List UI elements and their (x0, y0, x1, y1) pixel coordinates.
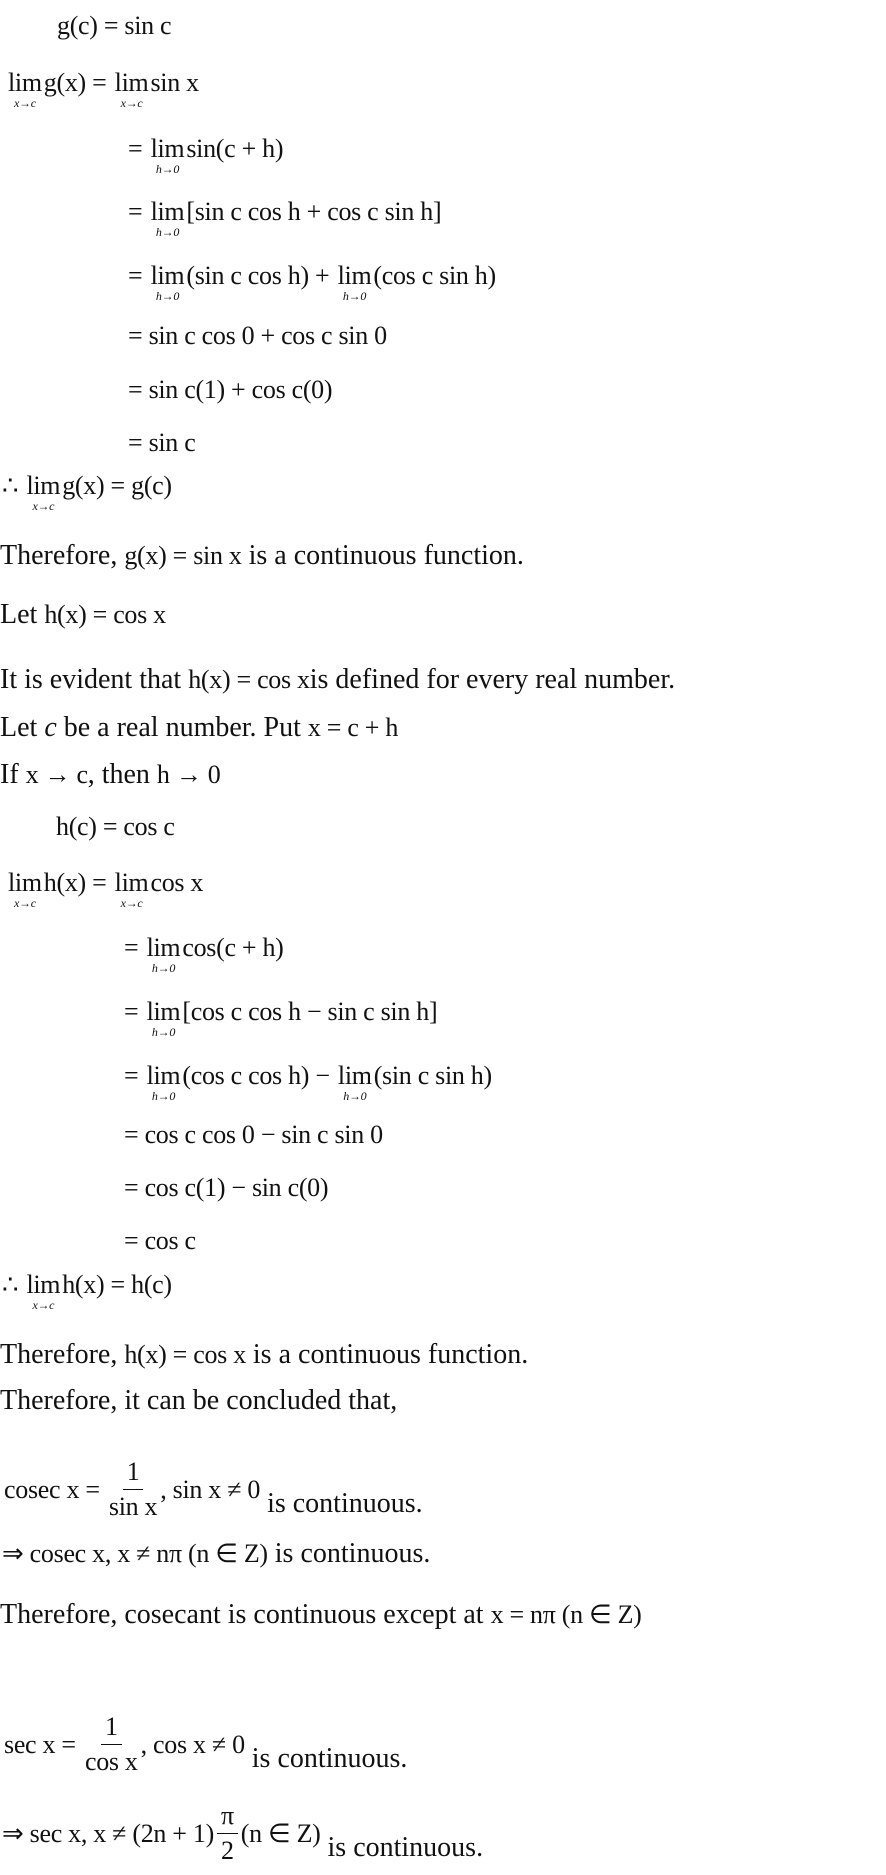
math-expression: = (124, 1061, 145, 1090)
math-expression: h(x) = (43, 868, 113, 897)
math-expression: x = c + h (307, 713, 399, 742)
math-expression: ∴ (2, 1270, 25, 1299)
lim-label: lim (146, 1061, 181, 1090)
limit-subscript: h→0 (151, 1089, 176, 1103)
limit-subscript: x→c (14, 96, 36, 110)
math-expression: = cos c cos 0 − sin c sin 0 (124, 1120, 383, 1149)
lim-label: lim (26, 1270, 61, 1299)
equation-line (128, 318, 387, 354)
math-variable: c (44, 712, 57, 743)
text-line (0, 710, 398, 746)
math-expression: = (128, 197, 149, 226)
prose-text: is continuous. (267, 1538, 431, 1569)
limit-operator (150, 197, 185, 239)
prose-text: Let (0, 599, 45, 630)
math-expression: = (128, 261, 149, 290)
math-expression: = (124, 997, 145, 1026)
equation-line (2, 468, 172, 513)
math-expression: (sin c cos h) + (186, 261, 336, 290)
math-expression: = cos c (124, 1226, 196, 1255)
equation-line (57, 8, 171, 44)
equation-line (6, 65, 199, 110)
limit-operator (114, 68, 149, 110)
math-expression: (sin c sin h) (373, 1061, 492, 1090)
limit-subscript: x→c (120, 896, 143, 910)
lim-label: lim (150, 197, 185, 226)
math-expression: (cos c sin h) (373, 261, 496, 290)
prose-text: is continuous. (244, 1742, 408, 1774)
equation-line (124, 1058, 492, 1103)
math-expression: cosec x = (4, 1474, 106, 1504)
limit-operator (8, 868, 42, 910)
lim-label: lim (146, 933, 181, 962)
lim-label: lim (114, 868, 149, 897)
math-expression: x → c (25, 760, 88, 789)
limit-subscript: h→0 (343, 1089, 367, 1103)
limit-operator (146, 997, 181, 1039)
equation-line (56, 809, 175, 845)
math-expression: [cos c cos h − sin c sin h] (182, 997, 438, 1026)
text-line (0, 1597, 642, 1633)
math-expression: = cos c(1) − sin c(0) (124, 1173, 329, 1202)
equation-line (2, 1799, 483, 1868)
math-expression: h(c) = cos c (56, 812, 175, 841)
math-expression: g(x) = (43, 68, 113, 97)
prose-text: is continuous. (260, 1487, 423, 1519)
math-expression: cos x (150, 868, 204, 897)
math-expression: cos(c + h) (182, 933, 284, 962)
limit-subscript: x→c (120, 96, 143, 110)
prose-text: It is evident that (0, 664, 189, 695)
math-expression: h(x) = cos x (44, 600, 166, 629)
limit-subscript: h→0 (151, 961, 176, 975)
limit-subscript: h→0 (155, 289, 180, 303)
fraction-denominator: 2 (221, 1836, 234, 1865)
math-expression: h → 0 (156, 760, 221, 789)
limit-operator (26, 1270, 61, 1312)
prose-text: Let (0, 712, 45, 743)
prose-text: is a continuous function. (245, 1339, 529, 1370)
equation-line (2, 1267, 172, 1312)
math-expression: , sin x ≠ 0 (160, 1474, 261, 1504)
prose-text: If (0, 759, 26, 790)
limit-subscript: h→0 (342, 289, 367, 303)
limit-subscript: x→c (32, 499, 55, 513)
prose-text: , then (87, 759, 157, 790)
equation-line (124, 994, 438, 1039)
text-line (0, 597, 166, 633)
fraction-denominator: cos x (84, 1747, 138, 1776)
limit-operator (8, 68, 42, 110)
math-expression: h(x) = cos x (188, 665, 310, 694)
fraction-numerator: 1 (123, 1455, 144, 1490)
math-expression: sin x (150, 68, 199, 97)
limit-operator (114, 868, 149, 910)
math-expression: g(x) = g(c) (62, 471, 172, 500)
text-line (0, 538, 524, 574)
prose-text: is continuous. (320, 1831, 484, 1863)
limit-operator (337, 261, 372, 303)
lim-label: lim (150, 134, 185, 163)
fraction-denominator: sin x (108, 1492, 158, 1521)
math-expression: sec x = (4, 1729, 82, 1759)
limit-subscript: h→0 (155, 225, 180, 239)
math-expression: = (124, 933, 145, 962)
limit-operator (146, 933, 181, 975)
math-expression: ⇒ cosec x, x ≠ nπ (n ∈ Z) (2, 1539, 268, 1568)
fraction (85, 1710, 138, 1779)
equation-line (2, 1536, 430, 1572)
equation-line (128, 372, 332, 408)
math-expression: x = nπ (n ∈ Z) (490, 1600, 642, 1629)
lim-label: lim (26, 471, 61, 500)
equation-line (124, 1117, 383, 1153)
equation-line (124, 1170, 328, 1206)
math-expression: h(x) = cos x (124, 1340, 246, 1369)
limit-subscript: x→c (14, 896, 36, 910)
fraction-numerator: 1 (101, 1710, 122, 1745)
limit-operator (337, 1061, 372, 1103)
text-line (0, 662, 675, 698)
math-expression: [sin c cos h + cos c sin h] (186, 197, 442, 226)
math-expression: ⇒ sec x, x ≠ (2n + 1) (2, 1818, 214, 1848)
equation-line (4, 1710, 407, 1779)
equation-line (128, 425, 195, 461)
lim-label: lim (146, 997, 181, 1026)
equation-line (128, 258, 496, 303)
lim-label: lim (337, 261, 372, 290)
equation-line (124, 930, 284, 975)
lim-label: lim (114, 68, 149, 97)
math-expression: ∴ (2, 471, 25, 500)
equation-line (128, 131, 284, 176)
limit-subscript: h→0 (155, 162, 180, 176)
math-expression: sin(c + h) (186, 134, 284, 163)
math-expression: g(x) = sin x (124, 541, 242, 570)
equation-line (4, 1455, 423, 1524)
lim-label: lim (8, 68, 42, 97)
math-expression: g(c) = sin c (57, 11, 172, 40)
limit-subscript: h→0 (151, 1025, 176, 1039)
text-line (0, 757, 220, 793)
math-expression: = (128, 134, 149, 163)
math-expression: h(x) = h(c) (62, 1270, 172, 1299)
limit-subscript: x→c (32, 1298, 55, 1312)
fraction (217, 1799, 238, 1868)
prose-text: Therefore, cosecant is continuous except at (0, 1599, 491, 1630)
equation-line (124, 1223, 196, 1259)
prose-text: is a continuous function. (241, 540, 524, 571)
math-expression: (n ∈ Z) (240, 1818, 321, 1848)
lim-label: lim (337, 1061, 372, 1090)
equation-line (128, 194, 442, 239)
prose-text: be a real number. Put (56, 712, 308, 743)
math-expression: , cos x ≠ 0 (140, 1729, 245, 1759)
prose-text: Therefore, (0, 540, 125, 571)
limit-operator (150, 261, 185, 303)
text-line (0, 1337, 528, 1373)
math-expression: = sin c(1) + cos c(0) (128, 375, 333, 404)
math-expression: = sin c (128, 428, 196, 457)
prose-text: Therefore, (0, 1339, 125, 1370)
math-expression: = sin c cos 0 + cos c sin 0 (128, 321, 387, 350)
text-line (0, 1383, 397, 1419)
limit-operator (150, 134, 185, 176)
fraction-numerator: π (217, 1799, 238, 1834)
limit-operator (146, 1061, 181, 1103)
lim-label: lim (8, 868, 42, 897)
fraction (109, 1455, 157, 1524)
prose-text: is defined for every real number. (309, 664, 676, 695)
math-expression: (cos c cos h) − (182, 1061, 336, 1090)
limit-operator (26, 471, 61, 513)
lim-label: lim (150, 261, 185, 290)
prose-text: Therefore, it can be concluded that, (0, 1385, 398, 1416)
equation-line (6, 865, 204, 910)
